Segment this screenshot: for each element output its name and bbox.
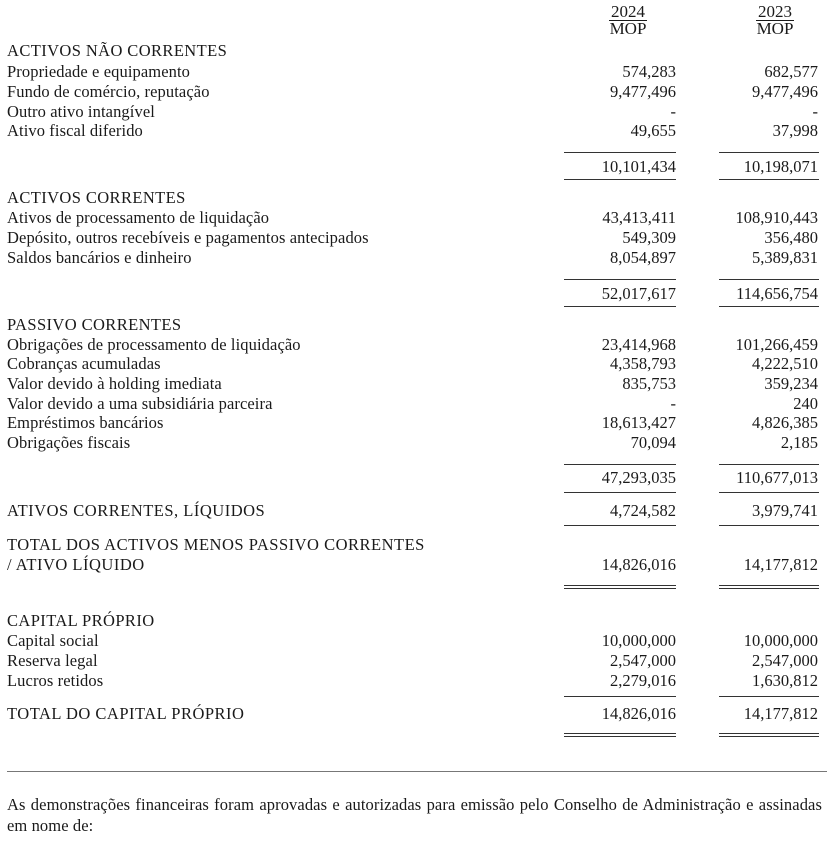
double-rule xyxy=(719,585,819,589)
value-2024: 14,826,016 xyxy=(601,704,676,723)
subtotal-rule xyxy=(564,279,676,280)
value-2024: 9,477,496 xyxy=(610,82,676,101)
table-row xyxy=(0,354,831,374)
row-label: Empréstimos bancários xyxy=(7,413,164,432)
table-row xyxy=(0,394,831,414)
value-2023: 110,677,013 xyxy=(736,468,818,487)
section-heading-equity xyxy=(0,611,831,631)
year-2024: 2024 xyxy=(611,2,645,21)
value-2024: 2,279,016 xyxy=(610,671,676,690)
double-rule xyxy=(564,733,676,737)
row-label: Saldos bancários e dinheiro xyxy=(7,248,192,267)
row-label: Propriedade e equipamento xyxy=(7,62,191,81)
table-row xyxy=(0,228,831,248)
table-row xyxy=(0,413,831,433)
section-heading-current-assets xyxy=(0,188,831,208)
unit-2023: MOP xyxy=(756,19,794,38)
subtotal-rule xyxy=(719,696,819,697)
table-row xyxy=(0,208,831,228)
value-2024: 52,017,617 xyxy=(601,284,676,303)
column-header-2023 xyxy=(720,4,830,37)
table-row xyxy=(0,82,831,102)
year-2023: 2023 xyxy=(758,2,792,21)
subtotal-rule xyxy=(564,492,676,493)
value-2023: 108,910,443 xyxy=(735,208,818,227)
value-2023: 359,234 xyxy=(764,374,818,393)
double-rule xyxy=(564,585,676,589)
value-2024: - xyxy=(670,394,676,413)
value-2023: - xyxy=(812,102,818,121)
row-label: Cobranças acumuladas xyxy=(7,354,161,373)
value-2024: 549,309 xyxy=(622,228,676,247)
subtotal-rule xyxy=(564,525,676,526)
value-2024: 10,101,434 xyxy=(601,157,676,176)
value-2024: 8,054,897 xyxy=(610,248,676,267)
value-2024: - xyxy=(670,102,676,121)
value-2024: 10,000,000 xyxy=(601,631,676,650)
value-2024: 14,826,016 xyxy=(601,555,676,574)
value-2023: 10,198,071 xyxy=(743,157,818,176)
value-2023: 37,998 xyxy=(772,121,818,140)
approval-note: As demonstrações financeiras foram aprovadas e autorizadas para emissão pelo Conselho de Administração e assinadas em nome de: xyxy=(7,795,822,835)
subtotal-rule xyxy=(564,179,676,180)
table-row xyxy=(0,671,831,691)
table-row xyxy=(0,62,831,82)
value-2024: 43,413,411 xyxy=(602,208,676,227)
value-2023: 5,389,831 xyxy=(752,248,818,267)
table-row xyxy=(0,631,831,651)
subtotal-rule xyxy=(719,179,819,180)
table-row xyxy=(0,651,831,671)
section-heading-current-liabilities xyxy=(0,315,831,335)
value-2024: 47,293,035 xyxy=(601,468,676,487)
value-2023: 2,185 xyxy=(780,433,818,452)
value-2023: 101,266,459 xyxy=(735,335,818,354)
subtotal-rule xyxy=(564,306,676,307)
row-label: Reserva legal xyxy=(7,651,98,670)
row-label: ACTIVOS CORRENTES xyxy=(7,188,186,207)
value-2024: 835,753 xyxy=(622,374,676,393)
subtotal-rule xyxy=(719,306,819,307)
subtotal-row-current-assets xyxy=(0,284,831,304)
table-row xyxy=(0,102,831,122)
subtotal-rule xyxy=(564,464,676,465)
row-label: Valor devido à holding imediata xyxy=(7,374,222,393)
total-assets-less-current-liabilities-label-line1 xyxy=(0,535,831,555)
total-assets-less-current-liabilities-row xyxy=(0,555,831,575)
row-label: Ativo fiscal diferido xyxy=(7,121,143,140)
value-2023: 1,630,812 xyxy=(752,671,818,690)
value-2023: 682,577 xyxy=(764,62,818,81)
value-2023: 240 xyxy=(793,394,818,413)
value-2024: 49,655 xyxy=(630,121,676,140)
row-label: Lucros retidos xyxy=(7,671,104,690)
value-2023: 9,477,496 xyxy=(752,82,818,101)
section-heading-non-current-assets xyxy=(0,41,831,61)
page-separator xyxy=(7,771,827,772)
subtotal-rule xyxy=(564,152,676,153)
value-2024: 18,613,427 xyxy=(601,413,676,432)
table-row xyxy=(0,374,831,394)
value-2024: 574,283 xyxy=(622,62,676,81)
row-label: Capital social xyxy=(7,631,99,650)
value-2023: 114,656,754 xyxy=(736,284,818,303)
value-2023: 4,222,510 xyxy=(752,354,818,373)
value-2024: 4,358,793 xyxy=(610,354,676,373)
row-label: Valor devido a uma subsidiária parceira xyxy=(7,394,273,413)
row-label: Fundo de comércio, reputação xyxy=(7,82,210,101)
double-rule xyxy=(719,733,819,737)
row-label: Outro ativo intangível xyxy=(7,102,155,121)
subtotal-rule xyxy=(564,696,676,697)
value-2024: 2,547,000 xyxy=(610,651,676,670)
row-label: TOTAL DOS ACTIVOS MENOS PASSIVO CORRENTES xyxy=(7,535,425,554)
subtotal-rule xyxy=(719,492,819,493)
row-label: ATIVOS CORRENTES, LÍQUIDOS xyxy=(7,501,266,520)
row-label: Obrigações fiscais xyxy=(7,433,131,452)
value-2024: 23,414,968 xyxy=(601,335,676,354)
net-current-assets-row xyxy=(0,501,831,521)
value-2023: 4,826,385 xyxy=(752,413,818,432)
subtotal-rule xyxy=(719,464,819,465)
row-label: / ATIVO LÍQUIDO xyxy=(7,555,145,574)
row-label: ACTIVOS NÃO CORRENTES xyxy=(7,41,228,60)
row-label: Ativos de processamento de liquidação xyxy=(7,208,270,227)
row-label: Depósito, outros recebíveis e pagamentos antecipados xyxy=(7,228,369,247)
table-row xyxy=(0,248,831,268)
value-2023: 356,480 xyxy=(764,228,818,247)
table-row xyxy=(0,335,831,355)
subtotal-row-current-liabilities xyxy=(0,468,831,488)
unit-2024: MOP xyxy=(609,19,647,38)
row-label: CAPITAL PRÓPRIO xyxy=(7,611,155,630)
subtotal-rule xyxy=(719,152,819,153)
subtotal-rule xyxy=(719,279,819,280)
row-label: PASSIVO CORRENTES xyxy=(7,315,182,334)
value-2023: 10,000,000 xyxy=(743,631,818,650)
row-label: Obrigações de processamento de liquidação xyxy=(7,335,301,354)
column-header-2024 xyxy=(573,4,683,37)
value-2024: 4,724,582 xyxy=(610,501,676,520)
total-equity-row xyxy=(0,704,831,724)
row-label: TOTAL DO CAPITAL PRÓPRIO xyxy=(7,704,245,723)
value-2023: 2,547,000 xyxy=(752,651,818,670)
value-2023: 3,979,741 xyxy=(752,501,818,520)
value-2023: 14,177,812 xyxy=(743,555,818,574)
subtotal-rule xyxy=(719,525,819,526)
value-2023: 14,177,812 xyxy=(743,704,818,723)
value-2024: 70,094 xyxy=(630,433,676,452)
table-row xyxy=(0,121,831,141)
table-row xyxy=(0,433,831,453)
subtotal-row-non-current-assets xyxy=(0,157,831,177)
